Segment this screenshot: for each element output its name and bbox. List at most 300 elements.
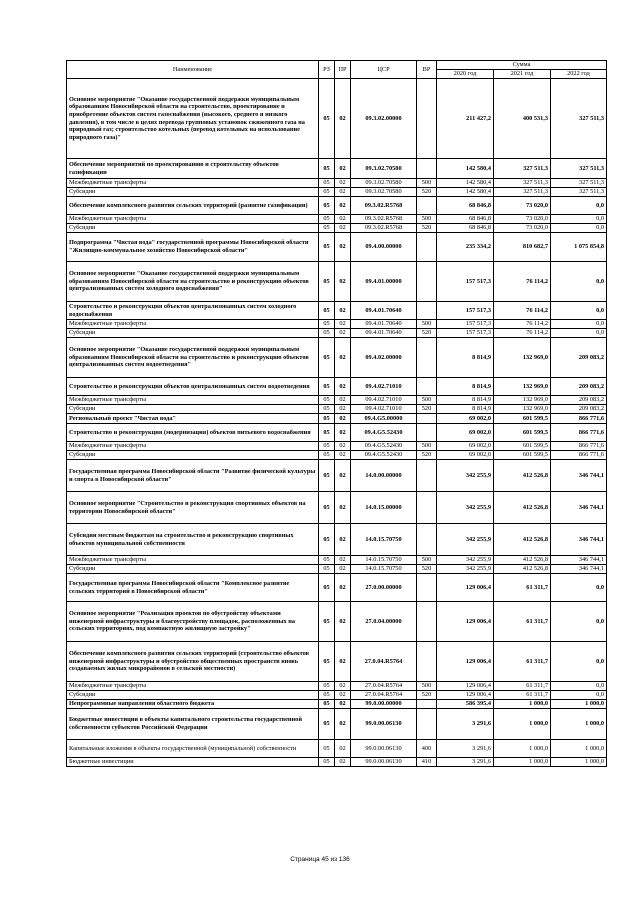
- cell-rz: 05: [319, 414, 335, 424]
- cell-name: Обеспечение комплексного развития сельских территорий (строительство объектов инженерной инфраструктуры и обустройство общественных пространств вновь создаваемых жилых микрорайонов в сельской местности): [67, 642, 319, 682]
- cell-pr: 02: [335, 233, 351, 262]
- cell-name: Субсидии: [67, 329, 319, 338]
- table-row: [67, 179, 607, 188]
- cell-name: Межбюджетные трансферты: [67, 179, 319, 188]
- cell-pr: 02: [335, 424, 351, 442]
- cell-2021: 61 311,7: [494, 574, 551, 602]
- cell-2020: 8 814,9: [437, 396, 494, 405]
- cell-2020: 69 002,0: [437, 442, 494, 451]
- cell-name: Основное мероприятие "Реализация проектов по обустройству объектами инженерной инфраструктуры и благоустройству площадок, расположенных на сельских территориях, под компактную жилищную застройку": [67, 602, 319, 642]
- cell-csr: 09.3.02.70580: [351, 179, 417, 188]
- cell-2020: 586 395,4: [437, 700, 494, 709]
- cell-2020: 8 814,9: [437, 338, 494, 378]
- header-2022: 2022 год: [551, 70, 607, 79]
- cell-2022: 327 511,3: [551, 188, 607, 197]
- cell-name: Субсидии: [67, 224, 319, 233]
- cell-csr: 09.4.01.00000: [351, 262, 417, 302]
- cell-vr: [417, 233, 437, 262]
- table-row: [67, 602, 607, 642]
- cell-name: Межбюджетные трансферты: [67, 556, 319, 565]
- table-row: [67, 79, 607, 159]
- cell-2020: 68 846,8: [437, 197, 494, 215]
- cell-pr: 02: [335, 556, 351, 565]
- cell-vr: 520: [417, 329, 437, 338]
- cell-2021: 327 511,3: [494, 188, 551, 197]
- cell-rz: 05: [319, 179, 335, 188]
- cell-2022: 346 744,1: [551, 556, 607, 565]
- cell-rz: 05: [319, 460, 335, 492]
- cell-name: Региональный проект "Чистая вода": [67, 414, 319, 424]
- cell-vr: [417, 642, 437, 682]
- cell-rz: 05: [319, 709, 335, 740]
- cell-2020: 342 255,9: [437, 492, 494, 524]
- cell-2021: 76 114,2: [494, 320, 551, 329]
- cell-rz: 05: [319, 524, 335, 556]
- cell-rz: 05: [319, 188, 335, 197]
- table-row: [67, 414, 607, 424]
- cell-name: Межбюджетные трансферты: [67, 682, 319, 691]
- cell-vr: 520: [417, 451, 437, 460]
- cell-2021: 412 526,8: [494, 492, 551, 524]
- header-sum: Сумма: [437, 61, 607, 70]
- cell-csr: 09.4.G5.52430: [351, 451, 417, 460]
- cell-2022: 346 744,1: [551, 460, 607, 492]
- cell-rz: 05: [319, 262, 335, 302]
- cell-vr: 520: [417, 405, 437, 414]
- cell-rz: 05: [319, 565, 335, 574]
- cell-rz: 05: [319, 556, 335, 565]
- cell-vr: 500: [417, 320, 437, 329]
- cell-csr: 09.3.02.R5768: [351, 215, 417, 224]
- cell-2022: 209 083,2: [551, 405, 607, 414]
- cell-2020: 129 006,4: [437, 642, 494, 682]
- cell-csr: 09.3.02.00000: [351, 79, 417, 159]
- cell-2021: 132 969,0: [494, 396, 551, 405]
- cell-2020: 142 580,4: [437, 188, 494, 197]
- cell-vr: [417, 492, 437, 524]
- table-row: [67, 642, 607, 682]
- cell-vr: 500: [417, 442, 437, 451]
- header-2020: 2020 год: [437, 70, 494, 79]
- cell-vr: [417, 602, 437, 642]
- cell-pr: 02: [335, 492, 351, 524]
- table-row: [67, 159, 607, 179]
- cell-vr: 500: [417, 179, 437, 188]
- table-row: [67, 492, 607, 524]
- cell-name: Субсидии: [67, 188, 319, 197]
- cell-2020: 3 291,6: [437, 709, 494, 740]
- cell-2022: 1 000,0: [551, 740, 607, 758]
- cell-name: Обеспечение комплексного развития сельских территорий (развитие газификации): [67, 197, 319, 215]
- table-row: [67, 262, 607, 302]
- cell-pr: 02: [335, 565, 351, 574]
- cell-2021: 327 511,3: [494, 179, 551, 188]
- cell-2020: 235 334,2: [437, 233, 494, 262]
- cell-vr: 520: [417, 565, 437, 574]
- cell-2021: 1 000,0: [494, 709, 551, 740]
- cell-rz: 05: [319, 197, 335, 215]
- cell-pr: 02: [335, 574, 351, 602]
- cell-csr: 14.0.15.00000: [351, 492, 417, 524]
- cell-rz: 05: [319, 159, 335, 179]
- cell-vr: [417, 700, 437, 709]
- cell-2022: 0,0: [551, 691, 607, 700]
- cell-2020: 157 517,3: [437, 320, 494, 329]
- cell-2022: 0,0: [551, 197, 607, 215]
- cell-rz: 05: [319, 378, 335, 396]
- table-row: [67, 700, 607, 709]
- cell-csr: 09.3.02.R5768: [351, 197, 417, 215]
- cell-2022: 0,0: [551, 642, 607, 682]
- cell-vr: [417, 709, 437, 740]
- cell-pr: 02: [335, 262, 351, 302]
- cell-2022: 0,0: [551, 320, 607, 329]
- cell-vr: [417, 262, 437, 302]
- cell-2020: 8 814,9: [437, 405, 494, 414]
- cell-pr: 02: [335, 338, 351, 378]
- cell-2021: 73 020,0: [494, 224, 551, 233]
- cell-pr: 02: [335, 79, 351, 159]
- cell-vr: [417, 197, 437, 215]
- cell-csr: 14.0.15.70750: [351, 556, 417, 565]
- page-number: Страница 45 из 136: [290, 856, 350, 863]
- cell-2022: 0,0: [551, 574, 607, 602]
- cell-vr: [417, 159, 437, 179]
- cell-2022: 0,0: [551, 302, 607, 320]
- cell-2022: 866 771,6: [551, 442, 607, 451]
- cell-2022: 0,0: [551, 682, 607, 691]
- cell-2021: 601 599,5: [494, 424, 551, 442]
- cell-csr: 14.0.15.70750: [351, 524, 417, 556]
- cell-vr: [417, 302, 437, 320]
- cell-2021: 76 114,2: [494, 262, 551, 302]
- cell-vr: [417, 460, 437, 492]
- cell-vr: 500: [417, 556, 437, 565]
- cell-2022: 209 083,2: [551, 338, 607, 378]
- table-row: [67, 574, 607, 602]
- cell-2022: 209 083,2: [551, 378, 607, 396]
- table-row: [67, 524, 607, 556]
- cell-2021: 61 311,7: [494, 602, 551, 642]
- cell-csr: 27.0.04.R5764: [351, 691, 417, 700]
- cell-vr: 500: [417, 215, 437, 224]
- cell-vr: 500: [417, 682, 437, 691]
- table-row: [67, 740, 607, 758]
- cell-csr: 09.4.G5.00000: [351, 414, 417, 424]
- cell-2022: 1 000,0: [551, 758, 607, 767]
- cell-2021: 1 000,0: [494, 758, 551, 767]
- cell-2022: 866 771,6: [551, 414, 607, 424]
- cell-name: Субсидии: [67, 565, 319, 574]
- cell-pr: 02: [335, 159, 351, 179]
- cell-2020: 142 580,4: [437, 159, 494, 179]
- table-row: [67, 215, 607, 224]
- cell-2021: 327 511,3: [494, 159, 551, 179]
- cell-2021: 73 020,0: [494, 197, 551, 215]
- cell-rz: 05: [319, 682, 335, 691]
- cell-rz: 05: [319, 758, 335, 767]
- cell-2020: 129 006,4: [437, 602, 494, 642]
- cell-pr: 02: [335, 405, 351, 414]
- cell-csr: 99.0.00.06130: [351, 758, 417, 767]
- table-row: [67, 405, 607, 414]
- cell-2021: 1 000,0: [494, 700, 551, 709]
- cell-vr: [417, 424, 437, 442]
- cell-2021: 412 526,8: [494, 556, 551, 565]
- cell-vr: [417, 338, 437, 378]
- cell-csr: 27.0.04.R5764: [351, 682, 417, 691]
- table-row: [67, 451, 607, 460]
- cell-2022: 0,0: [551, 224, 607, 233]
- cell-pr: 02: [335, 709, 351, 740]
- cell-pr: 02: [335, 329, 351, 338]
- cell-csr: 27.0.04.00000: [351, 602, 417, 642]
- cell-csr: 09.4.01.70640: [351, 329, 417, 338]
- cell-2022: 0,0: [551, 215, 607, 224]
- cell-pr: 02: [335, 691, 351, 700]
- cell-2020: 68 846,8: [437, 224, 494, 233]
- table-row: [67, 320, 607, 329]
- cell-2020: 342 255,9: [437, 556, 494, 565]
- cell-rz: 05: [319, 405, 335, 414]
- cell-vr: [417, 524, 437, 556]
- cell-vr: [417, 79, 437, 159]
- table-row: [67, 396, 607, 405]
- header-2021: 2021 год: [494, 70, 551, 79]
- cell-vr: 520: [417, 188, 437, 197]
- cell-rz: 05: [319, 642, 335, 682]
- cell-name: Строительство и реконструкция объектов централизованных систем холодного водоснабжения: [67, 302, 319, 320]
- table-row: [67, 197, 607, 215]
- cell-name: Субсидии: [67, 405, 319, 414]
- header-pr: ПР: [335, 61, 351, 79]
- cell-2021: 412 526,8: [494, 565, 551, 574]
- cell-name: Субсидии: [67, 691, 319, 700]
- cell-2021: 76 114,2: [494, 329, 551, 338]
- cell-vr: [417, 378, 437, 396]
- cell-csr: 09.3.02.R5768: [351, 224, 417, 233]
- cell-csr: 09.4.02.71010: [351, 405, 417, 414]
- cell-csr: 09.4.02.71010: [351, 378, 417, 396]
- cell-name: Субсидии местным бюджетам на строительство и реконструкцию спортивных объектов муниципальной собственности: [67, 524, 319, 556]
- cell-rz: 05: [319, 320, 335, 329]
- cell-rz: 05: [319, 224, 335, 233]
- cell-name: Непрограммные направления областного бюджета: [67, 700, 319, 709]
- cell-name: Государственная программа Новосибирской области "Развитие физической культуры и спорта в Новосибирской области": [67, 460, 319, 492]
- table-row: [67, 233, 607, 262]
- cell-2020: 69 002,0: [437, 414, 494, 424]
- table-row: [67, 758, 607, 767]
- cell-2021: 73 020,0: [494, 215, 551, 224]
- table-row: [67, 329, 607, 338]
- cell-2020: 142 580,4: [437, 179, 494, 188]
- cell-2022: 346 744,1: [551, 565, 607, 574]
- cell-rz: 05: [319, 338, 335, 378]
- cell-csr: 27.0.00.00000: [351, 574, 417, 602]
- cell-name: Обеспечение мероприятий по проектированию и строительству объектов газификации: [67, 159, 319, 179]
- cell-vr: 410: [417, 758, 437, 767]
- cell-pr: 02: [335, 460, 351, 492]
- cell-vr: [417, 414, 437, 424]
- cell-csr: 09.4.G5.52430: [351, 424, 417, 442]
- cell-csr: 09.4.G5.52430: [351, 442, 417, 451]
- cell-rz: 05: [319, 574, 335, 602]
- cell-2022: 0,0: [551, 262, 607, 302]
- cell-2021: 400 531,3: [494, 79, 551, 159]
- cell-csr: 99.0.00.06130: [351, 740, 417, 758]
- cell-2021: 412 526,8: [494, 460, 551, 492]
- cell-pr: 02: [335, 700, 351, 709]
- cell-rz: 05: [319, 602, 335, 642]
- cell-2022: 1 075 854,8: [551, 233, 607, 262]
- table-row: [67, 691, 607, 700]
- header-name: Наименование: [67, 61, 319, 79]
- cell-name: Капитальные вложения в объекты государственной (муниципальной) собственности: [67, 740, 319, 758]
- cell-csr: 99.0.00.06130: [351, 709, 417, 740]
- cell-2020: 342 255,9: [437, 460, 494, 492]
- cell-2020: 342 255,9: [437, 524, 494, 556]
- cell-2022: 346 744,1: [551, 524, 607, 556]
- cell-rz: 05: [319, 233, 335, 262]
- cell-2022: 0,0: [551, 329, 607, 338]
- table-row: [67, 442, 607, 451]
- cell-2021: 132 969,0: [494, 378, 551, 396]
- cell-vr: 520: [417, 691, 437, 700]
- cell-vr: [417, 574, 437, 602]
- cell-2021: 601 599,5: [494, 442, 551, 451]
- cell-name: Строительство и реконструкция (модернизация) объектов питьевого водоснабжения: [67, 424, 319, 442]
- header-csr: ЦСР: [351, 61, 417, 79]
- cell-csr: 14.0.00.00000: [351, 460, 417, 492]
- budget-page: [66, 60, 606, 767]
- cell-2022: 1 000,0: [551, 700, 607, 709]
- cell-csr: 09.4.02.00000: [351, 338, 417, 378]
- cell-pr: 02: [335, 682, 351, 691]
- cell-2021: 61 311,7: [494, 682, 551, 691]
- table-row: [67, 378, 607, 396]
- cell-pr: 02: [335, 642, 351, 682]
- cell-2022: 866 771,6: [551, 424, 607, 442]
- cell-name: Основное мероприятие "Строительство и реконструкция спортивных объектов на территории Новосибирской области": [67, 492, 319, 524]
- cell-2020: 8 814,9: [437, 378, 494, 396]
- cell-rz: 05: [319, 329, 335, 338]
- cell-name: Субсидии: [67, 451, 319, 460]
- cell-rz: 05: [319, 442, 335, 451]
- cell-rz: 05: [319, 740, 335, 758]
- cell-pr: 02: [335, 442, 351, 451]
- table-body: [67, 79, 607, 767]
- cell-rz: 05: [319, 492, 335, 524]
- cell-pr: 02: [335, 179, 351, 188]
- budget-table: [66, 60, 607, 767]
- cell-2021: 76 114,2: [494, 302, 551, 320]
- cell-name: Межбюджетные трансферты: [67, 396, 319, 405]
- cell-name: Бюджетные инвестиции: [67, 758, 319, 767]
- table-row: [67, 224, 607, 233]
- cell-2022: 866 771,6: [551, 451, 607, 460]
- cell-rz: 05: [319, 451, 335, 460]
- cell-pr: 02: [335, 224, 351, 233]
- cell-2020: 129 006,4: [437, 574, 494, 602]
- cell-pr: 02: [335, 215, 351, 224]
- cell-csr: 09.4.01.70640: [351, 320, 417, 329]
- table-row: [67, 682, 607, 691]
- cell-2020: 3 291,6: [437, 740, 494, 758]
- cell-pr: 02: [335, 378, 351, 396]
- cell-2020: 3 291,6: [437, 758, 494, 767]
- table-row: [67, 709, 607, 740]
- cell-2020: 157 517,3: [437, 262, 494, 302]
- table-header: [67, 61, 607, 79]
- cell-pr: 02: [335, 524, 351, 556]
- cell-2022: 327 511,3: [551, 159, 607, 179]
- cell-2021: 601 599,5: [494, 414, 551, 424]
- cell-csr: 14.0.15.70750: [351, 565, 417, 574]
- cell-rz: 05: [319, 424, 335, 442]
- cell-2022: 1 000,0: [551, 709, 607, 740]
- cell-vr: 520: [417, 224, 437, 233]
- cell-vr: 500: [417, 396, 437, 405]
- cell-pr: 02: [335, 302, 351, 320]
- table-row: [67, 338, 607, 378]
- cell-rz: 05: [319, 215, 335, 224]
- cell-2020: 69 002,0: [437, 424, 494, 442]
- table-row: [67, 565, 607, 574]
- cell-name: Межбюджетные трансферты: [67, 442, 319, 451]
- cell-2021: 132 969,0: [494, 338, 551, 378]
- cell-2020: 157 517,3: [437, 302, 494, 320]
- cell-2020: 342 255,9: [437, 565, 494, 574]
- cell-name: Строительство и реконструкция объектов централизованных систем водоотведения: [67, 378, 319, 396]
- table-row: [67, 188, 607, 197]
- cell-2021: 1 000,0: [494, 740, 551, 758]
- cell-2020: 211 427,2: [437, 79, 494, 159]
- cell-2020: 69 002,0: [437, 451, 494, 460]
- cell-name: Подпрограмма "Чистая вода" государственной программы Новосибирской области "Жилищно-коммунальное хозяйство Новосибирской области": [67, 233, 319, 262]
- cell-2021: 601 599,5: [494, 451, 551, 460]
- cell-rz: 05: [319, 700, 335, 709]
- cell-rz: 05: [319, 79, 335, 159]
- cell-2022: 0,0: [551, 602, 607, 642]
- cell-2022: 327 511,3: [551, 79, 607, 159]
- cell-name: Основное мероприятие "Оказание государственной поддержки муниципальным образованиям Новосибирской области на строительство и реконструкцию объектов централизованных систем водоотведения": [67, 338, 319, 378]
- cell-rz: 05: [319, 396, 335, 405]
- cell-2022: 327 511,3: [551, 179, 607, 188]
- cell-2022: 346 744,1: [551, 492, 607, 524]
- cell-csr: 99.0.00.00000: [351, 700, 417, 709]
- cell-2021: 412 526,8: [494, 524, 551, 556]
- cell-pr: 02: [335, 396, 351, 405]
- cell-2020: 129 006,4: [437, 691, 494, 700]
- header-vr: ВР: [417, 61, 437, 79]
- cell-name: Государственная программа Новосибирской области "Комплексное развитие сельских территорий в Новосибирской области": [67, 574, 319, 602]
- cell-csr: 27.0.04.R5764: [351, 642, 417, 682]
- cell-csr: 09.4.00.00000: [351, 233, 417, 262]
- cell-pr: 02: [335, 451, 351, 460]
- cell-2021: 132 969,0: [494, 405, 551, 414]
- table-row: [67, 460, 607, 492]
- table-row: [67, 424, 607, 442]
- cell-pr: 02: [335, 197, 351, 215]
- cell-name: Основное мероприятие "Оказание государственной поддержки муниципальным образованиям Новосибирской области на строительство и реконструкцию объектов централизованных систем холодного водоснабжения": [67, 262, 319, 302]
- cell-2022: 209 083,2: [551, 396, 607, 405]
- table-row: [67, 302, 607, 320]
- cell-2021: 61 311,7: [494, 691, 551, 700]
- table-row: [67, 556, 607, 565]
- cell-pr: 02: [335, 414, 351, 424]
- cell-pr: 02: [335, 320, 351, 329]
- cell-rz: 05: [319, 691, 335, 700]
